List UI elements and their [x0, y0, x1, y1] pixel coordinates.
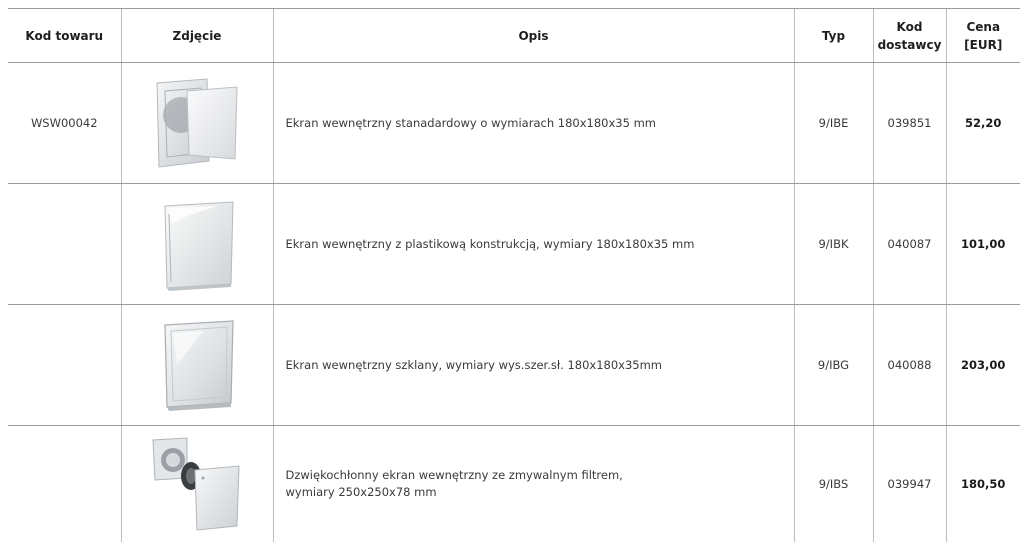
cell-type: 9/IBG [794, 305, 873, 426]
cell-code: WSW00042 [8, 63, 121, 184]
square-grille-frame-icon [147, 73, 247, 173]
cell-code [8, 184, 121, 305]
header-photo: Zdjęcie [121, 9, 273, 63]
cell-description [273, 305, 794, 426]
product-table [8, 8, 1020, 542]
header-code: Kod towaru [8, 9, 121, 63]
cell-type: 9/IBS [794, 426, 873, 542]
cell-supplier-code: 040087 [873, 184, 946, 305]
cell-description [273, 63, 794, 184]
acoustic-grille-with-filter-icon [147, 434, 247, 534]
plastic-grille-icon [147, 194, 247, 294]
cell-supplier-code: 040088 [873, 305, 946, 426]
table-row [8, 305, 1020, 426]
header-supplier-code [873, 9, 946, 63]
cell-price: 203,00 [946, 305, 1020, 426]
header-price [946, 9, 1020, 63]
cell-type: 9/IBK [794, 184, 873, 305]
cell-type: 9/IBE [794, 63, 873, 184]
description-line1: Ekran wewnętrzny stanadardowy o wymiarach 180x180x35 mm [286, 116, 656, 130]
description-line1: Ekran wewnętrzny szklany, wymiary wys.szer.sł. 180x180x35mm [286, 358, 663, 372]
header-type: Typ [794, 9, 873, 63]
cell-photo [121, 63, 273, 184]
cell-price: 180,50 [946, 426, 1020, 542]
glass-grille-icon [147, 315, 247, 415]
description-line2: wymiary 250x250x78 mm [286, 485, 437, 499]
cell-photo [121, 184, 273, 305]
header-supplier-code-line1: Kod [897, 20, 923, 34]
description-line1: Dzwiękochłonny ekran wewnętrzny ze zmywalnym filtrem, [286, 468, 623, 482]
cell-photo [121, 305, 273, 426]
cell-supplier-code: 039947 [873, 426, 946, 542]
cell-price: 101,00 [946, 184, 1020, 305]
description-line1: Ekran wewnętrzny z plastikową konstrukcją, wymiary 180x180x35 mm [286, 237, 695, 251]
header-price-line2: [EUR] [964, 38, 1002, 52]
cell-price: 52,20 [946, 63, 1020, 184]
cell-code [8, 305, 121, 426]
header-supplier-code-line2: dostawcy [878, 38, 942, 52]
table-row [8, 63, 1020, 184]
table-row [8, 184, 1020, 305]
table-header-row [8, 9, 1020, 63]
header-price-line1: Cena [966, 20, 1000, 34]
cell-description [273, 184, 794, 305]
cell-supplier-code: 039851 [873, 63, 946, 184]
header-description: Opis [273, 9, 794, 63]
